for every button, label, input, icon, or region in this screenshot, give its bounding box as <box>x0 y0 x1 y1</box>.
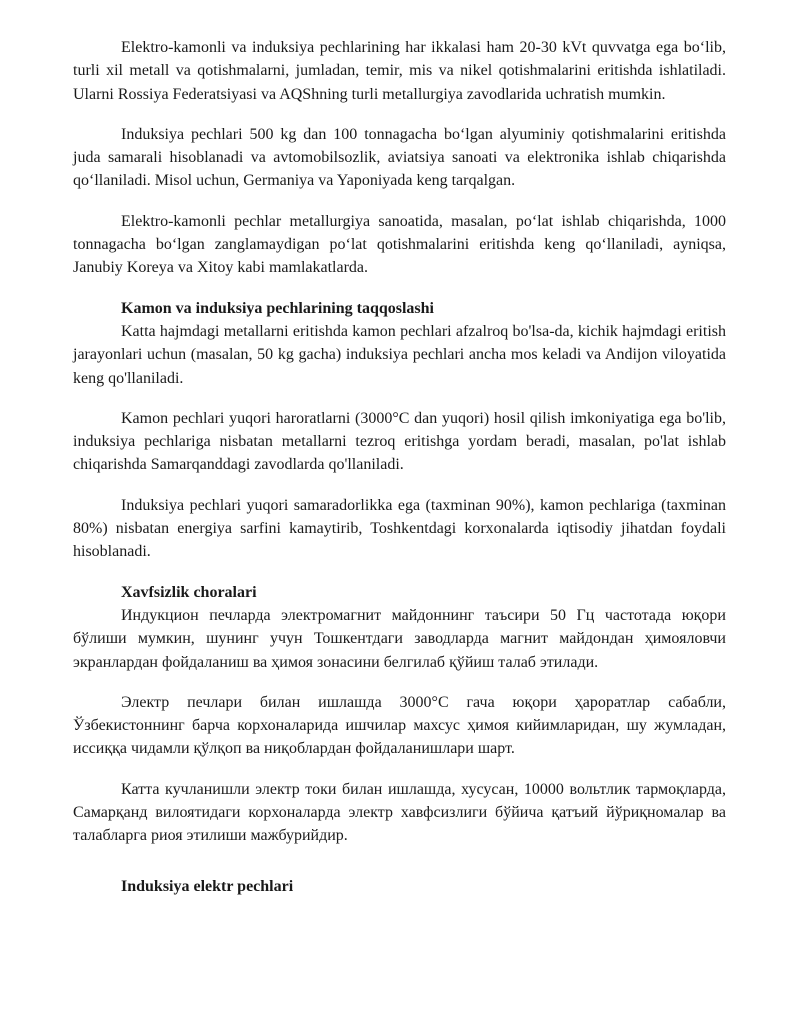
paragraph-arc-induction-usage: Elektro-kamonli va induksiya pechlarining har ikkalasi ham 20-30 kVt quvvatga ega bo‘lib, turli xil metall va qotishmalarni, jumladan, temir, mis va nikel qotishmalarini eritishda ishlatiladi. Ularni Rossiya Federatsiyasi va AQShning turli metallurgiya zavodlarida uchratish mumkin. <box>73 39 726 103</box>
paragraph-safety-magnetic: Индукцион печларда электромагнит майдоннинг таъсири 50 Гц частотада юқори бўлиши мумкин, шунинг учун Тошкентдаги заводларда магнит майдондан ҳимояловчи экранлардан фойдаланиш ва ҳимоя зонасини белгилаб қўйиш талаб этилади. <box>73 606 726 671</box>
paragraph-safety-voltage: Катта кучланишли электр токи билан ишлашда, хусусан, 10000 вольтлик тармоқларда, Самарқанд вилоятидаги корхоналарда электр хавфсизлиги бўйича қатъий йўриқномалар ва талабларга риоя этилиши мажбурийдир. <box>73 780 726 845</box>
paragraph-induction-aluminium: Induksiya pechlari 500 kg dan 100 tonnagacha bo‘lgan alyuminiy qotishmalarini eritishda juda samarali hisoblanadi va avtomobilsozlik, aviatsiya sanoati va elektronika ishlab chiqarishda qo‘llaniladi. Misol uchun, Germaniya va Yaponiyada keng tarqalgan. <box>73 125 726 190</box>
paragraph-comparison-temperature: Kamon pechlari yuqori haroratlarni (3000°C dan yuqori) hosil qilish imkoniyatiga ega bo'lib, induksiya pechlariga nisbatan metallarni tezroq eritishga yordam beradi, masalan, po'lat ishlab chiqarishda Samarqanddagi zavodlarda qo'llaniladi. <box>73 409 726 474</box>
paragraph-safety-temperature: Электр печлари билан ишлашда 3000°C гача юқори ҳароратлар сабабли, Ўзбекистоннинг барча корхоналарида ишчилар махсус ҳимоя кийимларидан, шу жумладан, иссиққа чидамли қўлқоп ва ниқоблардан фойдаланишлари шарт. <box>73 693 726 758</box>
paragraph-arc-steel: Elektro-kamonli pechlar metallurgiya sanoatida, masalan, po‘lat ishlab chiqarishda, 1000 tonnagacha bo‘lgan zanglamaydigan po‘lat qotishmalarini eritishda keng qo‘llaniladi, ayniqsa, Janubiy Koreya va Xitoy kabi mamlakatlarda. <box>73 212 726 277</box>
heading-comparison: Kamon va induksiya pechlarining taqqoslashi <box>121 299 434 317</box>
document-page <box>73 36 726 898</box>
heading-induction-furnaces: Induksiya elektr pechlari <box>121 877 294 895</box>
paragraph-comparison-efficiency: Induksiya pechlari yuqori samaradorlikka ega (taxminan 90%), kamon pechlariga (taxminan 80%) nisbatan energiya sarfini kamaytirib, Toshkentdagi korxonalarda iqtisodiy jihatdan foydali hisoblanadi. <box>73 496 726 561</box>
heading-safety: Xavfsizlik choralari <box>121 583 257 601</box>
paragraph-comparison-volume: Katta hajmdagi metallarni eritishda kamon pechlari afzalroq bo'lsa-da, kichik hajmdagi eritish jarayonlari uchun (masalan, 50 kg gacha) induksiya pechlari ancha mos keladi va Andijon viloyatida keng qo'llaniladi. <box>73 322 726 387</box>
